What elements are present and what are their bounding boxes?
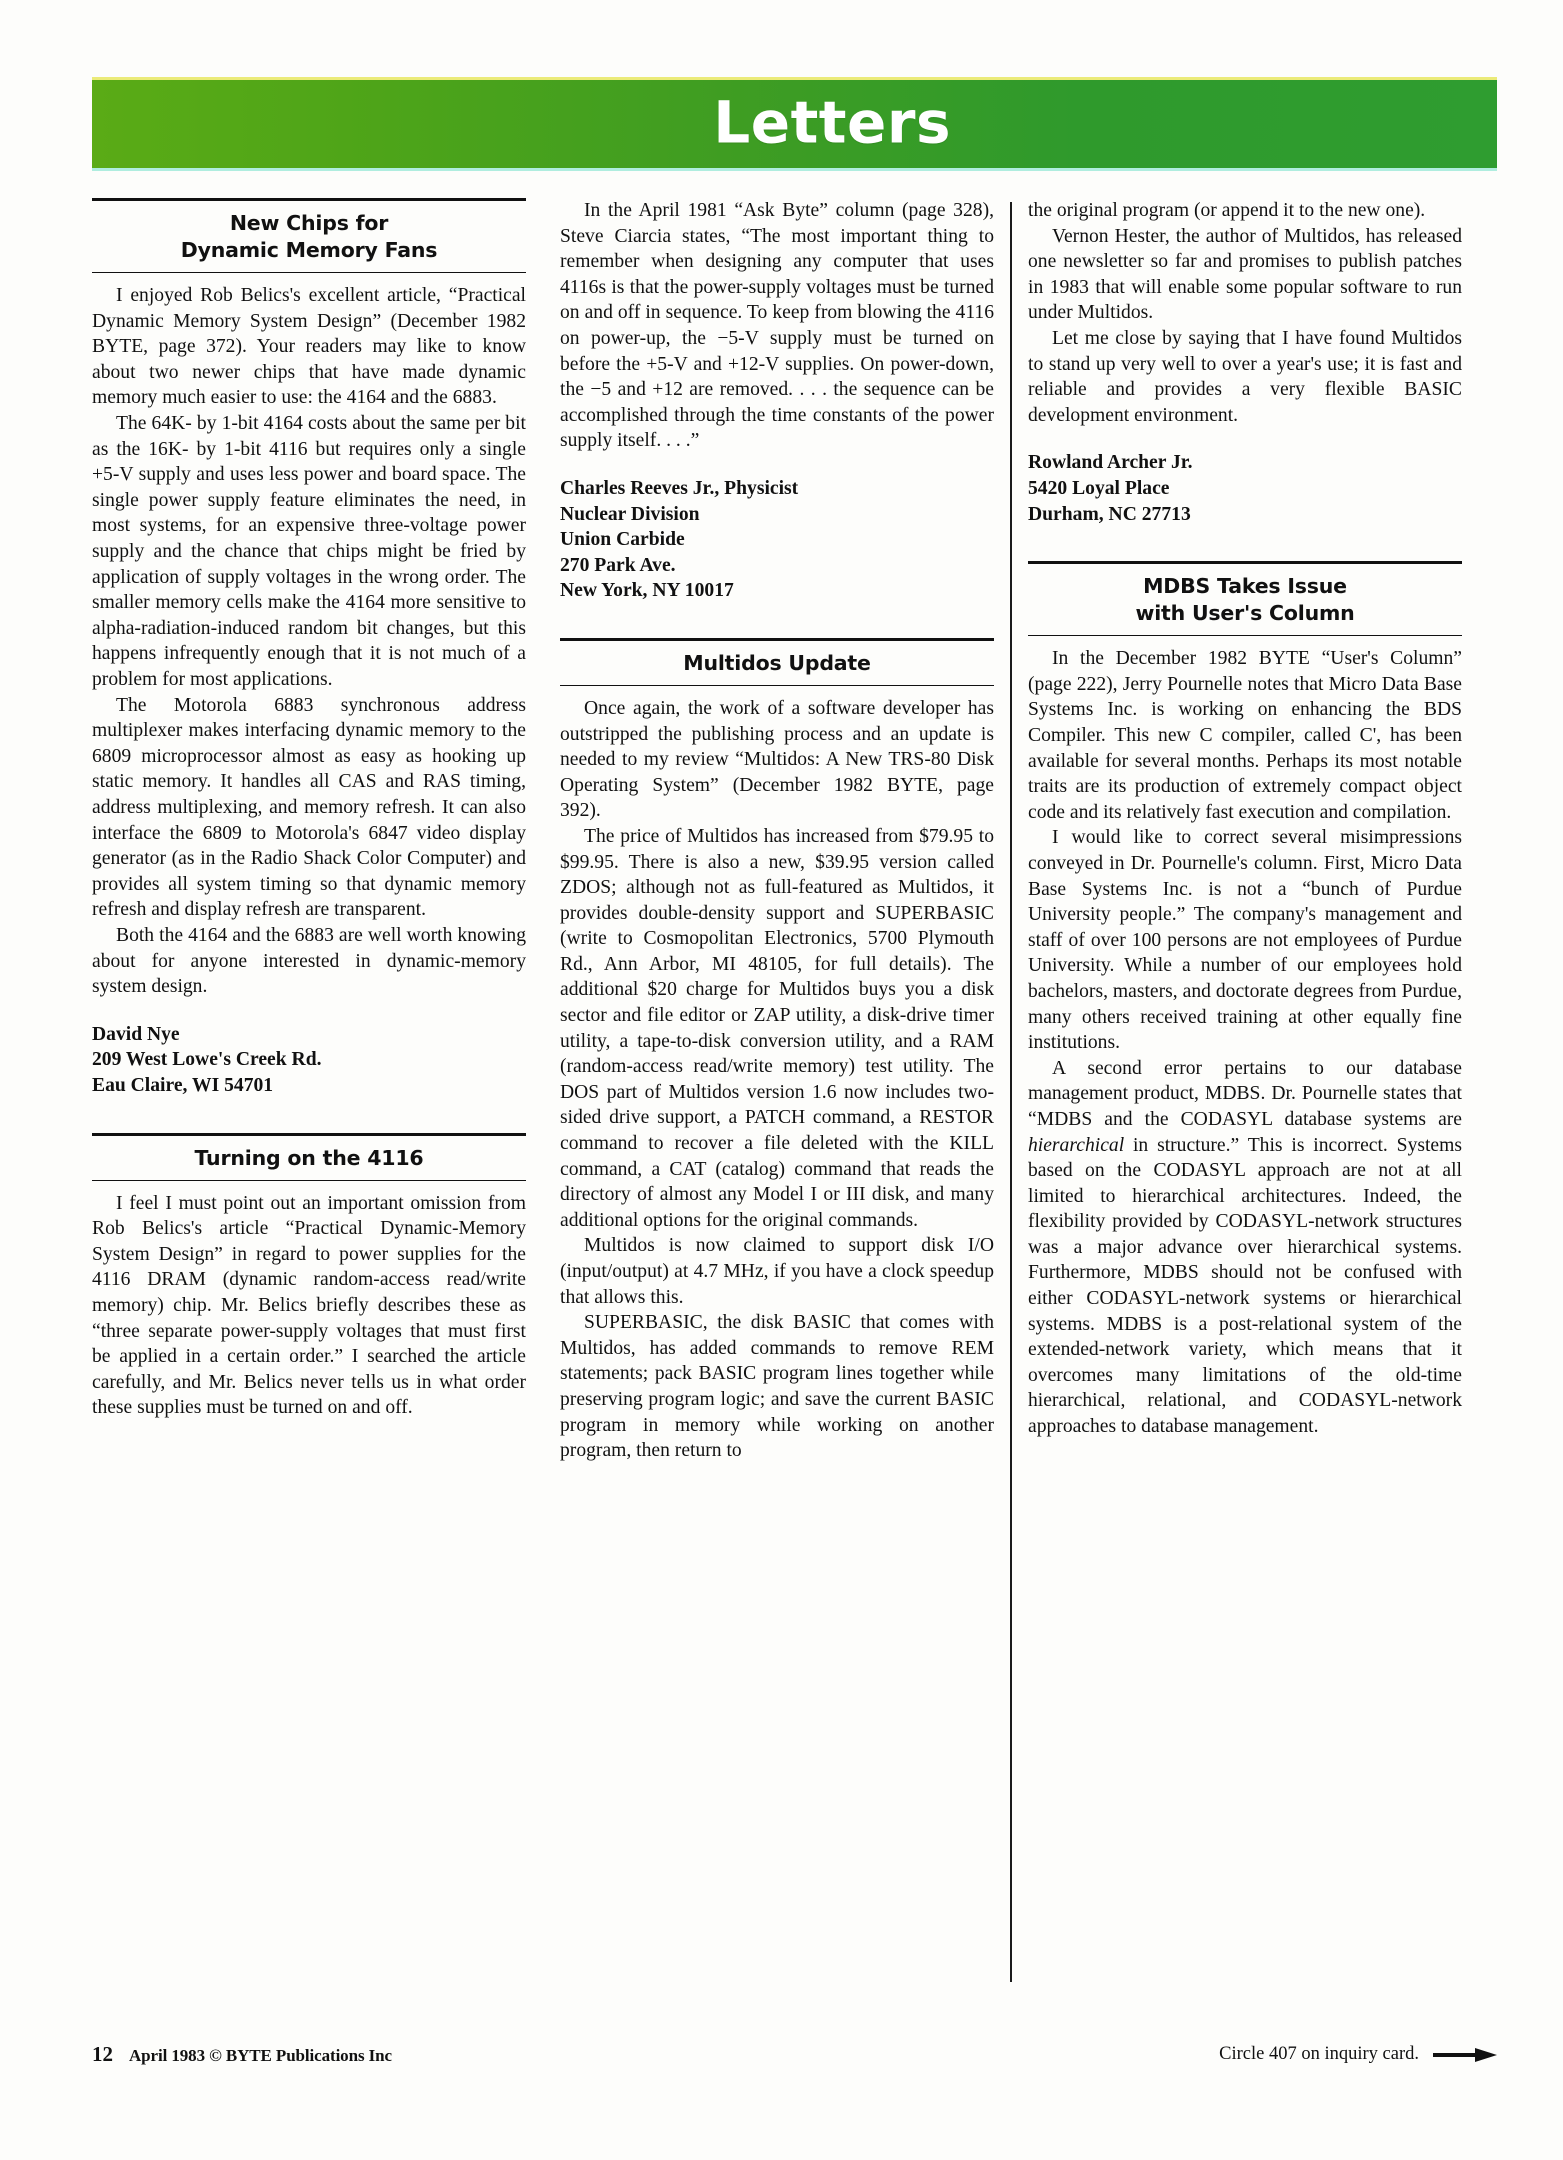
signature-line: Charles Reeves Jr., Physicist xyxy=(560,477,799,499)
heading-line: Multidos Update xyxy=(683,650,871,675)
section-heading-multidos-update xyxy=(560,638,994,686)
signature-line: Rowland Archer Jr. xyxy=(1028,452,1193,474)
column-3 xyxy=(1028,198,1462,1988)
body-paragraph: The Motorola 6883 synchronous address multiplexer makes interfacing dynamic memory to the 6809 microprocessor almost as easy as hooking up static memory. It handles all CAS and RAS timing, address multiplexing, and memory refresh. It can also interface the 6809 to Motorola's 6847 video display generator (as in the Radio Shack Color Computer) and provides all system timing so that dynamic memory refresh and display refresh are transparent. xyxy=(92,694,526,921)
body-paragraph: The 64K- by 1-bit 4164 costs about the same per bit as the 16K- by 1-bit 4116 but requires only a single +5-V supply and uses less power and board space. The single power supply feature eliminates the need, in most systems, for an expensive three-voltage power supply and the chance that chips might be fried by application of supply voltages in the wrong order. The smaller memory cells make the 4164 more sensitive to alpha-radiation-induced random bit changes, but this happens infrequently enough that it is not much of a problem for most applications. xyxy=(92,413,526,690)
page-number: 12 xyxy=(92,2041,113,2066)
letter-signature xyxy=(560,476,994,604)
page-title: Letters xyxy=(713,88,951,157)
footer-left xyxy=(92,2042,392,2067)
body-paragraph: In the April 1981 “Ask Byte” column (page 328), Steve Ciarcia states, “The most important thing to remember when designing any computer that uses 4116s is that the power-supply voltages must be turned on and off in sequence. To keep from blowing the 4116 on power-up, the −5-V supply must be turned on before the +5-V and +12-V supplies. On power-down, the −5 and +12 are removed. . . . the sequence can be accomplished through the time constants of the power supply itself. . . .” xyxy=(560,200,994,452)
column-2 xyxy=(560,198,994,1988)
body-paragraph: Vernon Hester, the author of Multidos, has released one newsletter so far and promises to publish patches in 1983 that will enable some popular software to run under Multidos. xyxy=(1028,225,1462,324)
inquiry-card-text: Circle 407 on inquiry card. xyxy=(1219,2043,1419,2064)
letters-banner xyxy=(92,80,1497,168)
body-paragraph: the original program (or append it to the new one). xyxy=(1028,200,1426,221)
body-paragraph: The price of Multidos has increased from $79.95 to $99.95. There is also a new, $39.95 version called ZDOS; although not as full-featured as Multidos, it provides double-density support and SUPERBASIC (write to Cosmopolitan Electronics, 5700 Plymouth Rd., Ann Arbor, MI 48105, for full details). The additional $20 charge for Multidos buys you a disk sector and file editor or ZAP utility, a disk-drive timer utility, a tape-to-disk conversion utility, and a RAM (random-access read/write memory) test utility. The DOS part of Multidos version 1.6 now includes two-sided drive support, a PATCH command, a RESTOR command to recover a file deleted with the KILL command, a CAT (catalog) command that reads the directory of almost any Model I or III disk, and many additional options for the original commands. xyxy=(560,825,994,1231)
section-heading-turning-on-4116 xyxy=(92,1133,526,1181)
heading-line: New Chips for xyxy=(229,211,389,235)
signature-line: 270 Park Ave. xyxy=(560,554,676,576)
body-paragraph: Both the 4164 and the 6883 are well worth knowing about for anyone interested in dynamic-memory system design. xyxy=(92,924,526,998)
column-1 xyxy=(92,198,526,1988)
body-paragraph: Let me close by saying that I have found Multidos to stand up very well to over a year's use; it is fast and reliable and provides a very flexible BASIC development environment. xyxy=(1028,327,1462,426)
body-paragraph: SUPERBASIC, the disk BASIC that comes with Multidos, has added commands to remove REM statements; pack BASIC program lines together while preserving program logic; and save the current BASIC program in memory while working on another program, then return to xyxy=(560,1312,994,1462)
letter-signature xyxy=(92,1022,526,1099)
page-footer xyxy=(92,2034,1497,2074)
right-arrow-icon xyxy=(1433,2048,1497,2061)
body-paragraph: Multidos is now claimed to support disk I/O (input/output) at 4.7 MHz, if you have a clock speedup that allows this. xyxy=(560,1235,994,1308)
body-paragraph: I enjoyed Rob Belics's excellent article, “Practical Dynamic Memory System Design” (December 1982 BYTE, page 372). Your readers may like to know about two newer chips that have made dynamic memory much easier to use: the 4164 and the 6883. xyxy=(92,285,526,409)
section-heading-mdbs-takes-issue xyxy=(1028,561,1462,636)
section-heading-new-chips xyxy=(92,198,526,273)
letter-signature xyxy=(1028,450,1462,527)
body-paragraph: I would like to correct several misimpressions conveyed in Dr. Pournelle's column. First, Micro Data Base Systems Inc. is not a “bunch of Purdue University people.” The company's management and staff of over 100 persons are not employees of Purdue University. While a number of our employees hold bachelors, masters, and doctorate degrees from Purdue, many others received training at other equally fine institutions. xyxy=(1028,827,1462,1054)
signature-line: Eau Claire, WI 54701 xyxy=(92,1074,274,1096)
signature-line: Union Carbide xyxy=(560,529,685,551)
signature-line: New York, NY 10017 xyxy=(560,580,734,602)
heading-line: MDBS Takes Issue xyxy=(1143,574,1347,599)
body-paragraph: Once again, the work of a software developer has outstripped the publishing process and an update is needed to my review “Multidos: A New TRS-80 Disk Operating System” (December 1982 BYTE, page 392). xyxy=(560,697,994,822)
footer-right xyxy=(1219,2044,1497,2065)
signature-line: Durham, NC 27713 xyxy=(1028,503,1191,525)
signature-line: 5420 Loyal Place xyxy=(1028,477,1170,499)
body-paragraph: I feel I must point out an important omission from Rob Belics's article “Practical Dynamic-Memory System Design” in regard to power supplies for the 4116 DRAM (dynamic random-access read/write memory) chip. Mr. Belics briefly describes these as “three separate power-supply voltages that must first be applied in a certain order.” I searched the article carefully, and Mr. Belics never tells us in what order these supplies must be turned on and off. xyxy=(92,1192,526,1419)
heading-line: Dynamic Memory Fans xyxy=(180,238,438,263)
signature-line: Nuclear Division xyxy=(560,503,700,525)
copyright-line: April 1983 © BYTE Publications Inc xyxy=(129,2045,392,2065)
heading-line: with User's Column xyxy=(1135,601,1355,626)
signature-line: David Nye xyxy=(92,1023,180,1045)
article-columns xyxy=(92,198,1497,1988)
signature-line: 209 West Lowe's Creek Rd. xyxy=(92,1049,322,1071)
body-paragraph-mdbs-correction: A second error pertains to our database management product, MDBS. Dr. Pournelle states that “MDBS and the CODASYL database systems are hierarchical in structure.” This is incorrect. Systems based on the CODASYL approach are not at all limited to hierarchical architectures. Indeed, the flexibility provided by CODASYL-network structures was a major advance over hierarchical systems. Furthermore, MDBS should not be confused with either CODASYL-network systems or hierarchical systems. MDBS is a post-relational system of the extended-network variety, which means that it overcomes many limitations of the old-time hierarchical, relational, and CODASYL-network approaches to database management. xyxy=(1028,1057,1462,1438)
body-paragraph: In the December 1982 BYTE “User's Column” (page 222), Jerry Pournelle notes that Micro Data Base Systems Inc. is working on enhancing the BDS Compiler. This new C compiler, called C', has been available for several months. Perhaps its most notable traits are its production of extremely compact object code and its relatively fast execution and compilation. xyxy=(1028,648,1462,823)
heading-line: Turning on the 4116 xyxy=(194,1145,424,1170)
